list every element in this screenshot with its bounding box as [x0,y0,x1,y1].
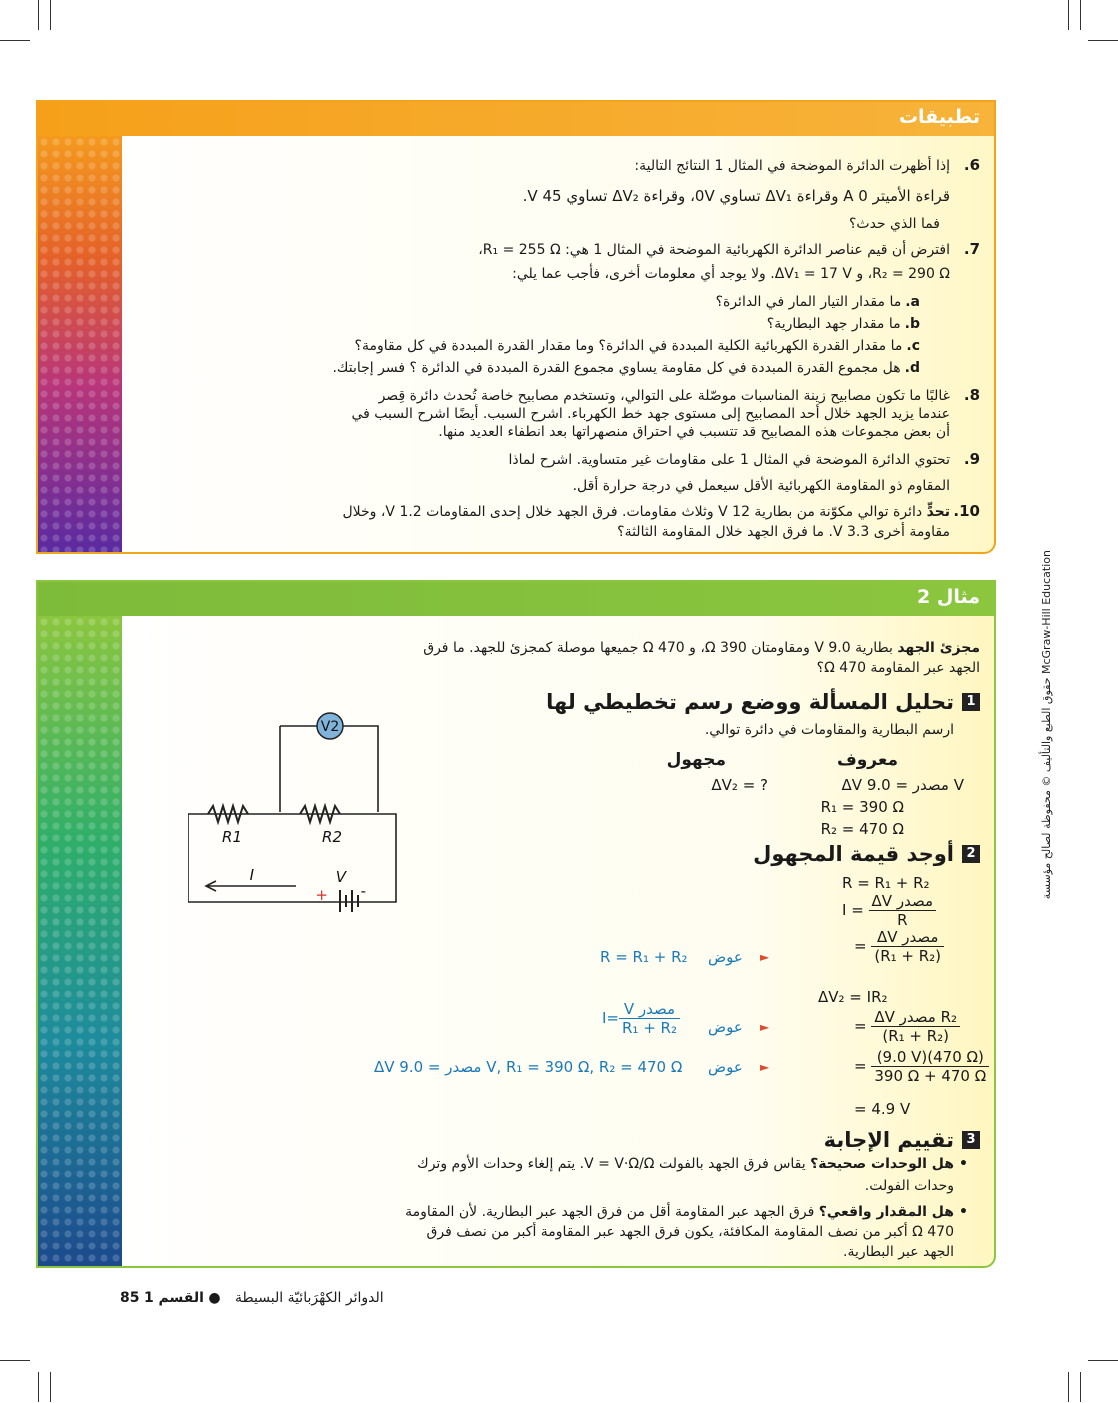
r1-label: R1 [222,828,242,846]
question-line: فما الذي حدث؟ [848,216,940,232]
eq-lhs: I = [842,901,864,919]
sub-item-letter: b. [904,316,920,332]
sub-item-text: هل مجموع القدرة المبددة في كل مقاومة يساوي مجموع القدرة المبددة في الدائرة ؟ فسر إجابتك. [332,360,901,376]
example-title: مثال 2 [917,586,980,608]
bullet-keyword: هل الوحدات صحيحة؟ [810,1156,954,1172]
crop-mark [0,1360,30,1361]
question-number: 6. [963,156,980,174]
step-title: أوجد قيمة المجهول [753,842,954,866]
plus-sign: + [315,886,328,904]
minus-sign: - [360,882,366,900]
sub-item-text: ما مقدار التيار المار في الدائرة؟ [715,294,902,310]
step-1-heading [546,690,980,714]
bullet-text: يقاس فرق الجهد بالفولت V = V·Ω/Ω. يتم إلغاء وحدات الأوم وترك [417,1156,806,1172]
applications-title: تطبيقات [898,106,980,128]
fraction-numerator: V مصدر [619,1000,680,1019]
question-line: افترض أن قيم عناصر الدائرة الكهربائية الموضحة في المثال 1 هي: R₁ = 255 Ω، [478,242,950,258]
equation [842,892,936,929]
eq-lhs: = [854,1017,867,1035]
bullet-text: فرق الجهد عبر المقاومة أقل من فرق الجهد عبر البطارية. لأن المقاومة [405,1204,815,1220]
step-number: 1 [962,693,980,711]
substitution: ΔV مصدر = 9.0 V, R₁ = 390 Ω, R₂ = 470 Ω [374,1058,683,1076]
step-number: 2 [962,845,980,863]
section-label: القسم 1 [143,1290,204,1306]
question-line: أن بعض مجموعات هذه المصابيح قد تتسبب في احتراق منصهراتها بعد انطفاء العديد منها. [438,424,950,440]
chapter-title: الدوائر الكهْرَبائيّة البسيطة [235,1290,384,1306]
example-content [124,616,994,1266]
unknown-value: ΔV₂ = ? [711,776,768,794]
crop-mark [50,1372,51,1402]
substitute-word: عوض [708,1018,743,1036]
substitute-word: عوض [708,948,743,966]
crop-mark [0,40,30,41]
bullet-continuation: وحدات الفولت. [864,1178,954,1194]
example-intro-line: الجهد عبر المقاومة Ω 470؟ [816,660,980,676]
example-intro [144,638,980,658]
equation: ΔV₂ = IR₂ [818,988,888,1006]
question-number: 9. [963,450,980,468]
fraction-denominator: (R₁ + R₂) [882,1027,950,1045]
question-line: المقاوم ذو المقاومة الكهربائية الأقل سيعمل في درجة حرارة أقل. [572,478,950,494]
sub-item [144,314,920,334]
bullet-keyword: هل المقدار واقعي؟ [818,1204,954,1220]
fraction [871,928,944,965]
sub-item [144,358,920,378]
arrow-icon: ► [760,950,770,964]
substitution: R = R₁ + R₂ [600,948,688,966]
page-footer [120,1290,384,1306]
fraction-denominator: (R₁ + R₂) [874,947,942,965]
step-title: تحليل المسألة ووضع رسم تخطيطي لها [546,690,954,714]
question-line: قراءة الأميتر 0 A وقراءة ΔV₁ تساوي 0V، وقراءة ΔV₂ تساوي 45 V. [522,187,950,205]
crop-mark [38,0,39,30]
bullet-continuation: الجهد عبر البطارية. [843,1244,954,1260]
equation-result: = 4.9 V [854,1100,911,1118]
decorative-strip [38,136,122,552]
arrow-icon: ► [760,1060,770,1074]
page-number: 85 [120,1290,140,1306]
crop-mark [1080,0,1081,30]
bullet-continuation: 470 Ω أكبر من نصف المقاومة المكافئة، يكون فرق الجهد عبر المقاومة أكبر من نصف فرق [426,1224,954,1240]
intro-text: بطارية 9.0 V ومقاومتان Ω 390، و Ω 470 جميعها موصلة كمجزئ للجهد. ما فرق [423,640,893,656]
example-header [38,582,994,616]
crop-mark [1068,0,1069,30]
question-line: عندما يزيد الجهد خلال أحد المصابيح إلى مستوى جهد خط الكهرباء. اشرح السبب. أيضًا اشرح السبب في [351,406,950,422]
applications-content [124,136,994,552]
copyright-note: McGraw-Hill Education حقوق الطبع والتأليف © محفوظة لصالح مؤسسة [1040,550,1053,900]
question-number: 8. [963,386,980,404]
r2-label: R2 [322,828,342,846]
arrow-icon: ► [760,1020,770,1034]
fraction-denominator: R [897,911,908,929]
equation [854,1008,960,1045]
known-label: معروف [836,750,898,770]
equation [854,1048,989,1085]
fraction-numerator: ΔV مصدر [871,928,944,947]
intro-keyword: مجزئ الجهد [897,640,980,656]
known-value: R₁ = 390 Ω [820,798,904,816]
sub-item-text: ما مقدار جهد البطارية؟ [766,316,901,332]
eq-lhs: = [854,1057,867,1075]
crop-mark [1088,40,1118,41]
sub-item [144,336,920,356]
applications-box [36,100,996,554]
circuit-diagram [188,712,404,912]
evaluation-bullet [164,1154,954,1174]
fraction-denominator: R₁ + R₂ [622,1019,677,1037]
eq-lhs: = [854,937,867,955]
known-value: R₂ = 470 Ω [820,820,904,838]
equation: R = R₁ + R₂ [842,874,930,892]
unknown-label: مجهول [666,750,726,770]
question-line: مقاومة أخرى 3.3 V. ما فرق الجهد خلال المقاومة الثالثة؟ [617,524,950,540]
fraction-numerator: (9.0 V)(470 Ω) [871,1048,989,1067]
decorative-strip [38,616,122,1266]
substitution [602,1000,680,1037]
question-line: R₂ = 290 Ω، و ΔV₁ = 17 V. ولا يوجد أي معلومات أخرى، فأجب عما يلي: [512,266,950,282]
sub-item-letter: a. [905,294,920,310]
voltage-label: V [335,868,346,886]
fraction-denominator: 390 Ω + 470 Ω [874,1067,987,1085]
question-line: غالبًا ما تكون مصابيح زينة المناسبات موصّلة على التوالي، وتستخدم مصابيح خاصة تُحدث دائرة قِصر [378,388,950,404]
battery-symbol [340,890,358,912]
question-keyword: تحدٍّ [926,504,950,520]
current-label: I [249,866,254,884]
step-2-heading [753,842,980,866]
step-3-heading [824,1128,980,1152]
crop-mark [1088,1360,1118,1361]
fraction [871,1048,989,1085]
applications-header [38,102,994,136]
example-box [36,580,996,1268]
crop-mark [1068,1372,1069,1402]
evaluation-bullet [164,1202,954,1222]
crop-mark [50,0,51,30]
sub-item-letter: c. [906,338,920,354]
fraction [871,1008,960,1045]
voltmeter-label: V2 [320,719,340,735]
sub-item-text: ما مقدار القدرة الكهربائية الكلية المبددة في الدائرة؟ وما مقدار القدرة المبددة في كل مقاومة؟ [354,338,903,354]
fraction-numerator: ΔV مصدر R₂ [871,1008,960,1027]
question-number: 10. [953,502,980,520]
question-line [144,502,950,522]
sub-item [144,292,920,312]
known-value: ΔV مصدر = 9.0 V [841,776,964,794]
question-text: دائرة توالي مكوّنة من بطارية 12 V وثلاث مقاومات. فرق الجهد خلال إحدى المقاومات 1.2 V، وخلال [342,504,923,520]
footer-bullet: ● [203,1290,221,1306]
sub-item-letter: d. [904,360,920,376]
crop-mark [38,1372,39,1402]
eq-lhs: I= [602,1009,619,1027]
equation [854,928,944,965]
step-1-text: ارسم البطارية والمقاومات في دائرة توالي. [704,722,954,738]
fraction [619,1000,680,1037]
substitute-word: عوض [708,1058,743,1076]
fraction [869,892,936,929]
step-title: تقييم الإجابة [823,1128,954,1152]
step-number: 3 [962,1131,980,1149]
question-number: 7. [963,240,980,258]
fraction-numerator: ΔV مصدر [869,892,936,911]
crop-mark [1080,1372,1081,1402]
question-line: إذا أظهرت الدائرة الموضحة في المثال 1 النتائج التالية: [634,158,950,174]
question-line: تحتوي الدائرة الموضحة في المثال 1 على مقاومات غير متساوية. اشرح لماذا [508,452,950,468]
